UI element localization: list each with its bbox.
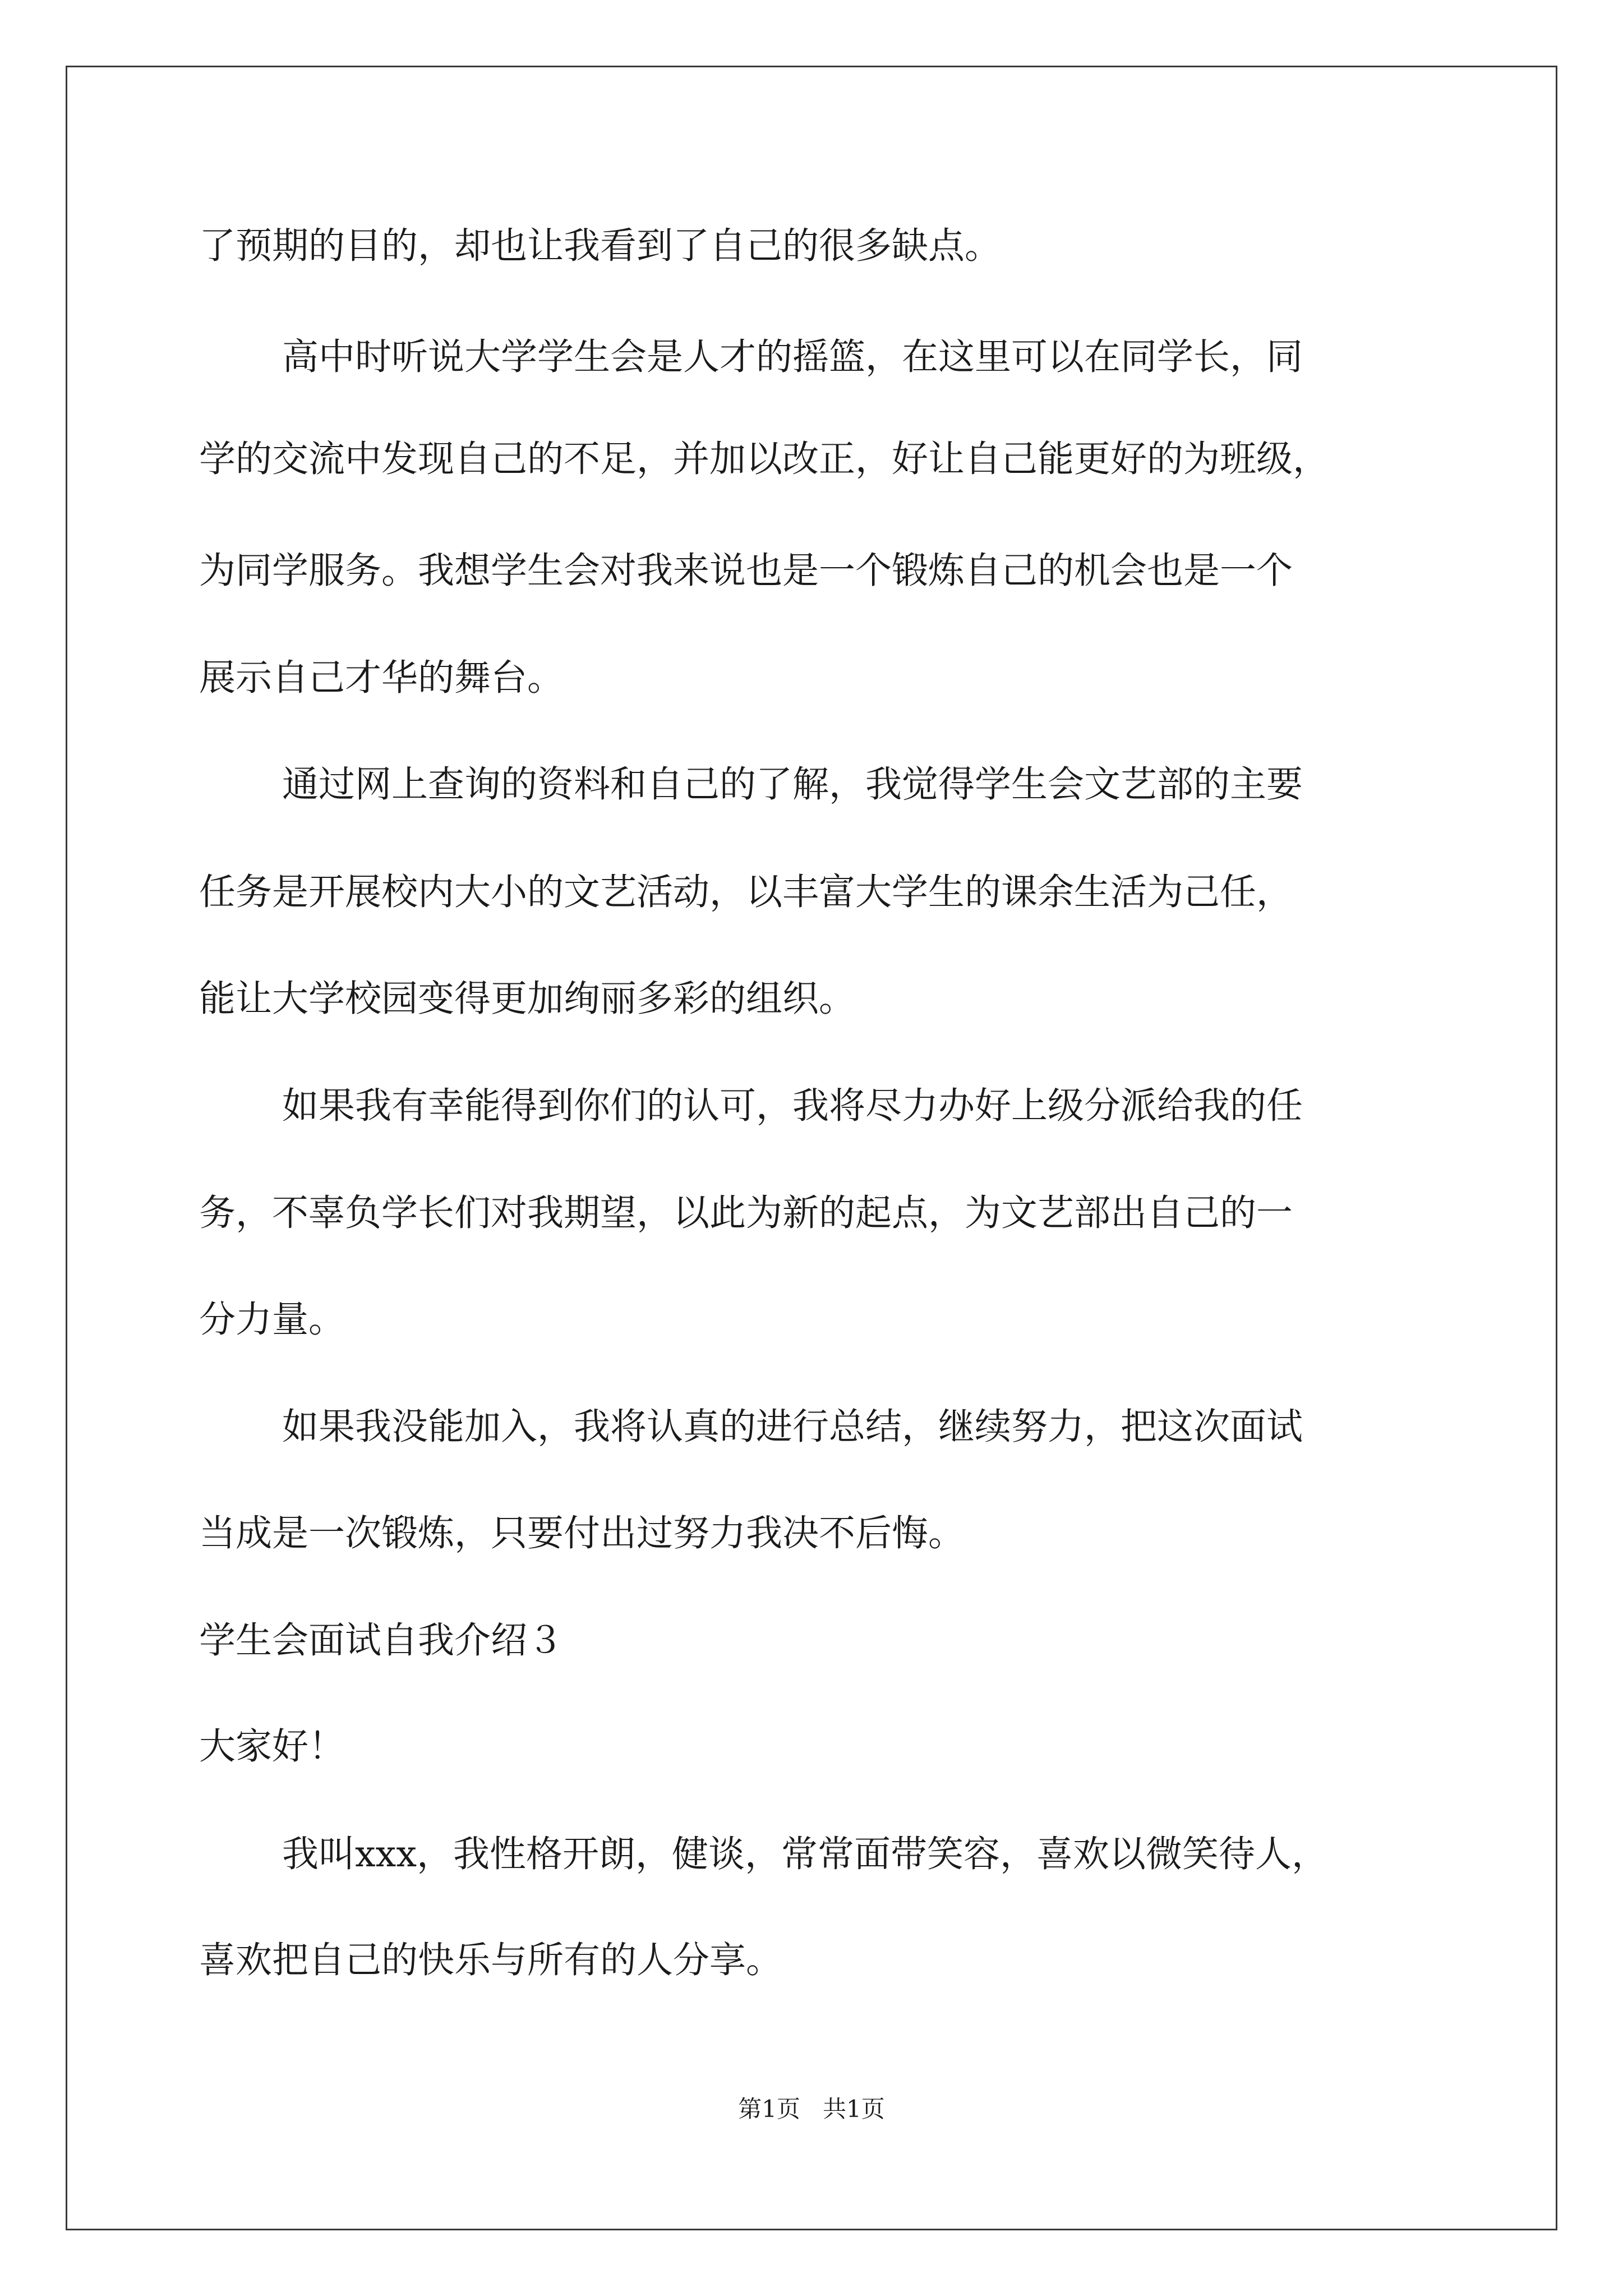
text-line-2: 高中时听说大学学生会是人才的摇篮，在这里可以在同学长，同 <box>282 336 1303 378</box>
text-line-10: 务，不辜负学长们对我期望，以此为新的起点，为文艺部出自己的一 <box>199 1192 1293 1234</box>
text-line-12: 如果我没能加入，我将认真的进行总结，继续努力，把这次面试 <box>282 1406 1303 1448</box>
text-line-16: 我叫xxx，我性格开朗，健谈，常常面带笑容，喜欢以微笑待人， <box>282 1833 1328 1875</box>
text-line-6: 通过网上查询的资料和自己的了解，我觉得学生会文艺部的主要 <box>282 763 1303 806</box>
text-line-4: 为同学服务。我想学生会对我来说也是一个锻炼自己的机会也是一个 <box>199 550 1293 592</box>
text-line-5: 展示自己才华的舞台。 <box>199 657 564 699</box>
text-line-7: 任务是开展校内大小的文艺活动，以丰富大学生的课余生活为己任， <box>199 871 1293 913</box>
page-number-footer: 第1页 共1页 <box>738 2095 885 2123</box>
greeting-line: 大家好！ <box>199 1726 345 1768</box>
text-line-1: 了预期的目的，却也让我看到了自己的很多缺点。 <box>199 225 1002 267</box>
text-line-11: 分力量。 <box>199 1299 345 1341</box>
page-border <box>66 66 1557 2230</box>
text-line-13: 当成是一次锻炼，只要付出过努力我决不后悔。 <box>199 1512 965 1554</box>
text-line-17: 喜欢把自己的快乐与所有的人分享。 <box>199 1939 783 1981</box>
text-line-9: 如果我有幸能得到你们的认可，我将尽力办好上级分派给我的任 <box>282 1085 1303 1127</box>
text-line-3: 学的交流中发现自己的不足，并加以改正，好让自己能更好的为班级， <box>199 438 1330 480</box>
section-heading: 学生会面试自我介绍３ <box>199 1619 564 1662</box>
text-line-8: 能让大学校园变得更加绚丽多彩的组织。 <box>199 978 856 1020</box>
